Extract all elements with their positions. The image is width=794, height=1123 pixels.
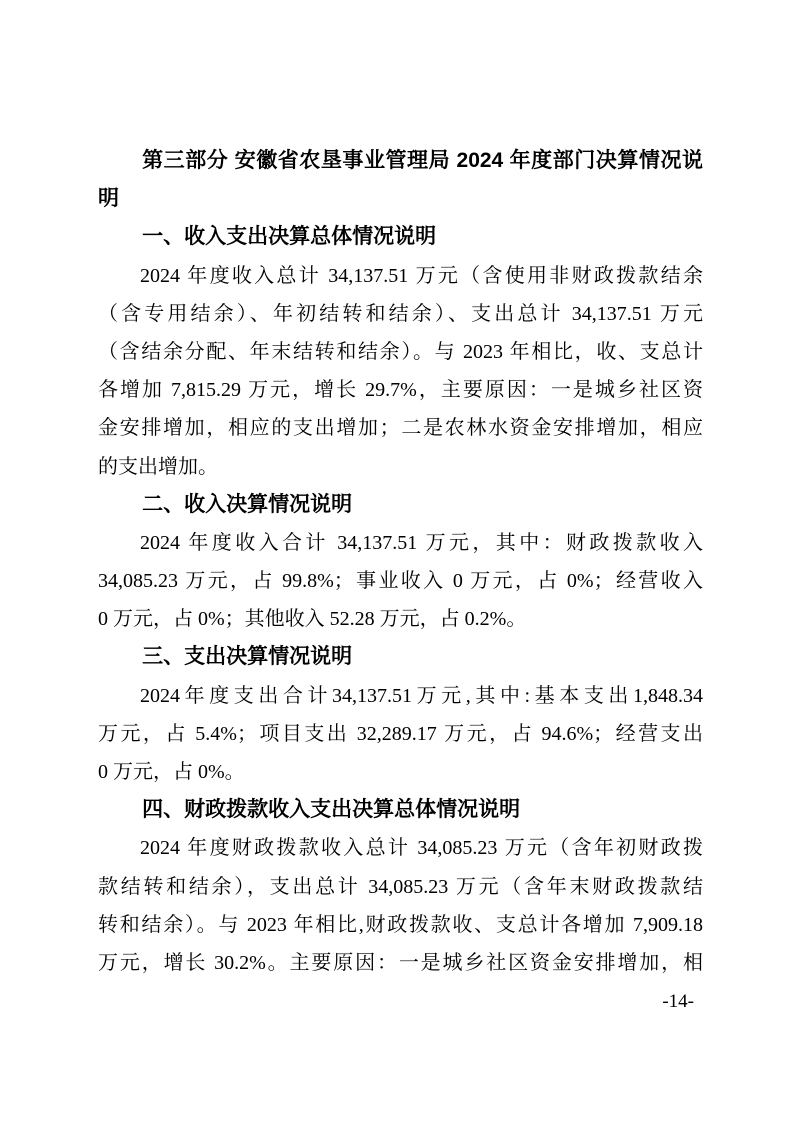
document-title: [98, 142, 703, 218]
section-2: [98, 486, 703, 639]
section-4-heading: 四、财政拨款收入支出决算总体情况说明: [142, 798, 521, 822]
paragraph-line: 2024 年度收入总计 34,137.51 万元（含使用非财政拨款结余: [140, 264, 703, 287]
paragraph-line: 万元，增长 30.2%。主要原因：一是城乡社区资金安排增加，相: [98, 951, 703, 974]
paragraph-line: 2024年度支出合计34,137.51万元,其中:基本支出1,848.34: [140, 684, 703, 707]
paragraph-line: 各增加 7,815.29 万元，增长 29.7%，主要原因：一是城乡社区资: [98, 379, 703, 402]
section-1-heading: 一、收入支出决算总体情况说明: [142, 225, 437, 249]
paragraph-line: 转和结余）。与 2023 年相比,财政拨款收、支总计各增加 7,909.18: [98, 913, 703, 936]
paragraph-line: 2024 年度财政拨款收入总计 34,085.23 万元（含年初财政拨: [140, 837, 703, 860]
paragraph-line: 金安排增加，相应的支出增加；二是农林水资金安排增加，相应: [98, 417, 703, 440]
section-1: [98, 218, 703, 485]
section-2-heading: 二、收入决算情况说明: [142, 492, 353, 516]
document-title-line-2: 明: [98, 187, 119, 211]
section-3: [98, 638, 703, 791]
document-body: [98, 142, 703, 982]
paragraph-line: 万元，占 5.4%；项目支出 32,289.17 万元，占 94.6%；经营支出: [98, 722, 703, 745]
paragraph-line: 的支出增加。: [98, 455, 218, 478]
paragraph-line: 2024 年度收入合计 34,137.51 万元，其中：财政拨款收入: [140, 531, 703, 554]
page-number: -14-: [662, 991, 694, 1012]
document-title-line-1: 第三部分 安徽省农垦事业管理局 2024 年度部门决算情况说: [142, 149, 703, 172]
paragraph-line: （含专用结余）、年初结转和结余）、支出总计 34,137.51 万元: [98, 302, 703, 325]
paragraph-line: （含结余分配、年末结转和结余）。与 2023 年相比，收、支总计: [98, 340, 703, 363]
paragraph-line: 34,085.23 万元，占 99.8%；事业收入 0 万元，占 0%；经营收入: [98, 570, 703, 593]
section-3-heading: 三、支出决算情况说明: [142, 645, 353, 669]
paragraph-line: 款结转和结余），支出总计 34,085.23 万元（含年末财政拨款结: [98, 875, 703, 898]
section-4: [98, 791, 703, 982]
paragraph-line: 0 万元，占 0%。: [98, 761, 245, 783]
paragraph-line: 0 万元，占 0%；其他收入 52.28 万元，占 0.2%。: [98, 608, 527, 631]
